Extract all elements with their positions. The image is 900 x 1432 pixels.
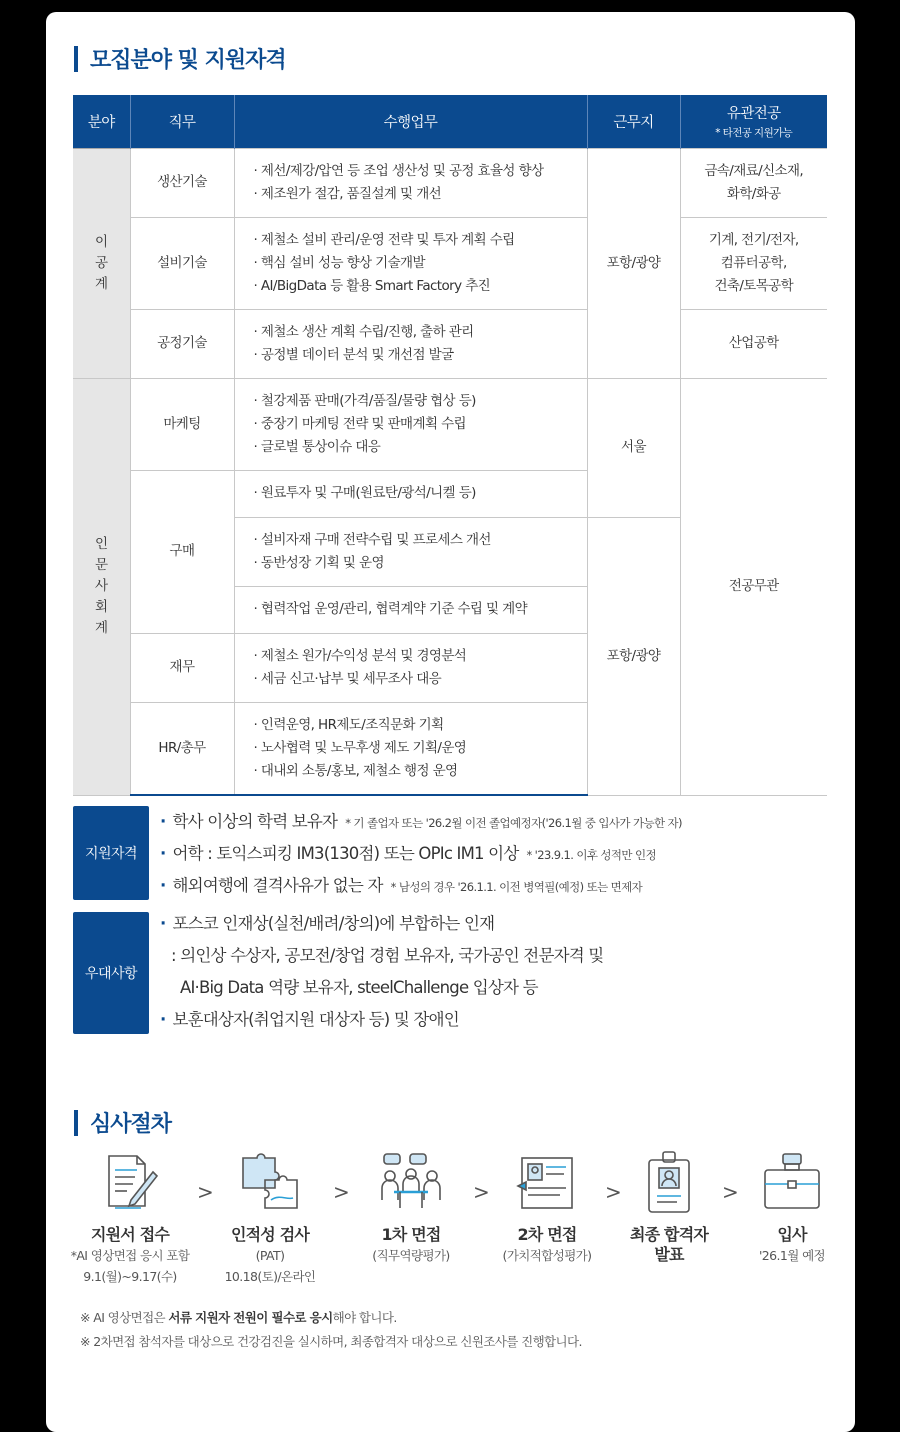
tasks-purchase-equipment: · 설비자재 구매 전략수립 및 프로세스 개선 · 동반성장 기획 및 운영 — [234, 517, 587, 586]
qualification-list — [160, 806, 682, 902]
field-humanities: 인 문 사 회 계 — [73, 378, 130, 795]
field-science: 이 공 계 — [73, 148, 130, 378]
header-major: 유관전공 * 타전공 지원가능 — [680, 95, 827, 148]
job-purchase: 구매 — [130, 470, 234, 633]
title-bar — [74, 1110, 78, 1136]
table-row — [73, 378, 827, 470]
table-row — [73, 148, 827, 217]
header-field: 분야 — [73, 95, 130, 148]
list-item: · 보훈대상자(취업지원 대상자 등) 및 장애인 — [160, 1010, 459, 1029]
step-interview-1: 1차 면접 (직무역량평가) — [341, 1150, 481, 1266]
location-humanities: 포항/광양 — [587, 517, 680, 795]
tasks-purchase-partner: · 협력작업 운영/관리, 협력계약 기준 수립 및 계약 — [234, 586, 587, 633]
header-job: 직무 — [130, 95, 234, 148]
puzzle-icon — [200, 1150, 340, 1222]
list-item: AI·Big Data 역량 보유자, steelChallenge 입상자 등 — [180, 978, 538, 997]
table-row — [73, 217, 827, 309]
major-equipment: 기계, 전기/전자, 컴퓨터공학, 건축/토목공학 — [680, 217, 827, 309]
job-hr: HR/총무 — [130, 702, 234, 795]
major-process: 산업공학 — [680, 309, 827, 378]
job-process: 공정기술 — [130, 309, 234, 378]
document-pen-icon — [60, 1150, 200, 1222]
footnote-health: ※ 2차면접 참석자를 대상으로 건강검진을 실시하며, 최종합격자 대상으로 신원조사를 진행합니다. — [80, 1334, 582, 1349]
tasks-marketing: · 철강제품 판매(가격/품질/물량 협상 등) · 중장기 마케팅 전략 및 판매계획 수립 · 글로벌 통상이슈 대응 — [234, 378, 587, 470]
footnotes — [80, 1306, 582, 1354]
tasks-process: · 제철소 생산 계획 수립/진행, 출하 관리 · 공정별 데이터 분석 및 개선점 발굴 — [234, 309, 587, 378]
header-tasks: 수행업무 — [234, 95, 587, 148]
location-seoul: 서울 — [587, 378, 680, 517]
major-humanities: 전공무관 — [680, 378, 827, 795]
step-final: 최종 합격자 발표 — [599, 1150, 739, 1265]
preference-label: 우대사항 — [73, 912, 149, 1034]
qualification-label: 지원자격 — [73, 806, 149, 900]
job-equipment: 설비기술 — [130, 217, 234, 309]
title-bar — [74, 46, 78, 72]
table-row — [73, 309, 827, 378]
header-location: 근무지 — [587, 95, 680, 148]
list-item: · 포스코 인재상(실천/배려/창의)에 부합하는 인재 — [160, 914, 495, 933]
interview-group-icon — [341, 1150, 481, 1222]
major-production: 금속/재료/신소재, 화학/화공 — [680, 148, 827, 217]
arrow: > — [473, 1180, 490, 1204]
tasks-hr: · 인력운영, HR제도/조직문화 기획 · 노사협력 및 노무후생 제도 기획/운영 · 대내외 소통/홍보, 제철소 행정 운영 — [234, 702, 587, 795]
list-item: · 해외여행에 결격사유가 없는 자 * 남성의 경우 '26.1.1. 이전 병역필(예정) 또는 면제자 — [160, 876, 643, 895]
preference-list — [160, 908, 603, 1036]
table-header-row — [73, 95, 827, 148]
job-finance: 재무 — [130, 633, 234, 702]
step-interview-2: 2차 면접 (가치적합성평가) — [477, 1150, 617, 1266]
profile-form-icon — [477, 1150, 617, 1222]
footnote-ai: ※ AI 영상면접은 서류 지원자 전원이 필수로 응시해야 합니다. — [80, 1310, 397, 1325]
tasks-production: · 제선/제강/압연 등 조업 생산성 및 공정 효율성 향상 · 제조원가 절감, 품질설계 및 개선 — [234, 148, 587, 217]
recruit-table — [73, 95, 827, 796]
section-title-process: 심사절차 — [74, 1107, 171, 1138]
list-item: · 어학 : 토익스피킹 IM3(130점) 또는 OPIc IM1 이상 * '23.9.1. 이후 성적만 인정 — [160, 844, 656, 863]
tasks-finance: · 제철소 원가/수익성 분석 및 경영분석 · 세금 신고·납부 및 세무조사 대응 — [234, 633, 587, 702]
process-steps — [60, 1150, 840, 1300]
list-item: · 학사 이상의 학력 보유자 * 기 졸업자 또는 '26.2월 이전 졸업예정자('26.1월 중 입사가 가능한 자) — [160, 812, 682, 831]
list-item: : 의인상 수상자, 공모전/창업 경험 보유자, 국가공인 전문자격 및 — [171, 946, 604, 965]
section-title-recruit: 모집분야 및 지원자격 — [74, 43, 286, 74]
tasks-purchase-raw: · 원료투자 및 구매(원료탄/광석/니켈 등) — [234, 470, 587, 517]
arrow: > — [722, 1180, 739, 1204]
arrow: > — [333, 1180, 350, 1204]
step-join: 입사 '26.1월 예정 — [722, 1150, 862, 1266]
arrow: > — [197, 1180, 214, 1204]
id-badge-icon — [599, 1150, 739, 1222]
job-marketing: 마케팅 — [130, 378, 234, 470]
qualification-block — [73, 806, 828, 902]
step-pat: 인적성 검사 (PAT) 10.18(토)/온라인 — [200, 1150, 340, 1287]
tasks-equipment: · 제철소 설비 관리/운영 전략 및 투자 계획 수립 · 핵심 설비 성능 향상 기술개발 · AI/BigData 등 활용 Smart Factory 추진 — [234, 217, 587, 309]
location-science: 포항/광양 — [587, 148, 680, 378]
preference-block — [73, 908, 828, 1036]
job-production: 생산기술 — [130, 148, 234, 217]
step-apply: 지원서 접수 *AI 영상면접 응시 포함 9.1(월)~9.17(수) — [60, 1150, 200, 1287]
briefcase-icon — [722, 1150, 862, 1222]
arrow: > — [605, 1180, 622, 1204]
